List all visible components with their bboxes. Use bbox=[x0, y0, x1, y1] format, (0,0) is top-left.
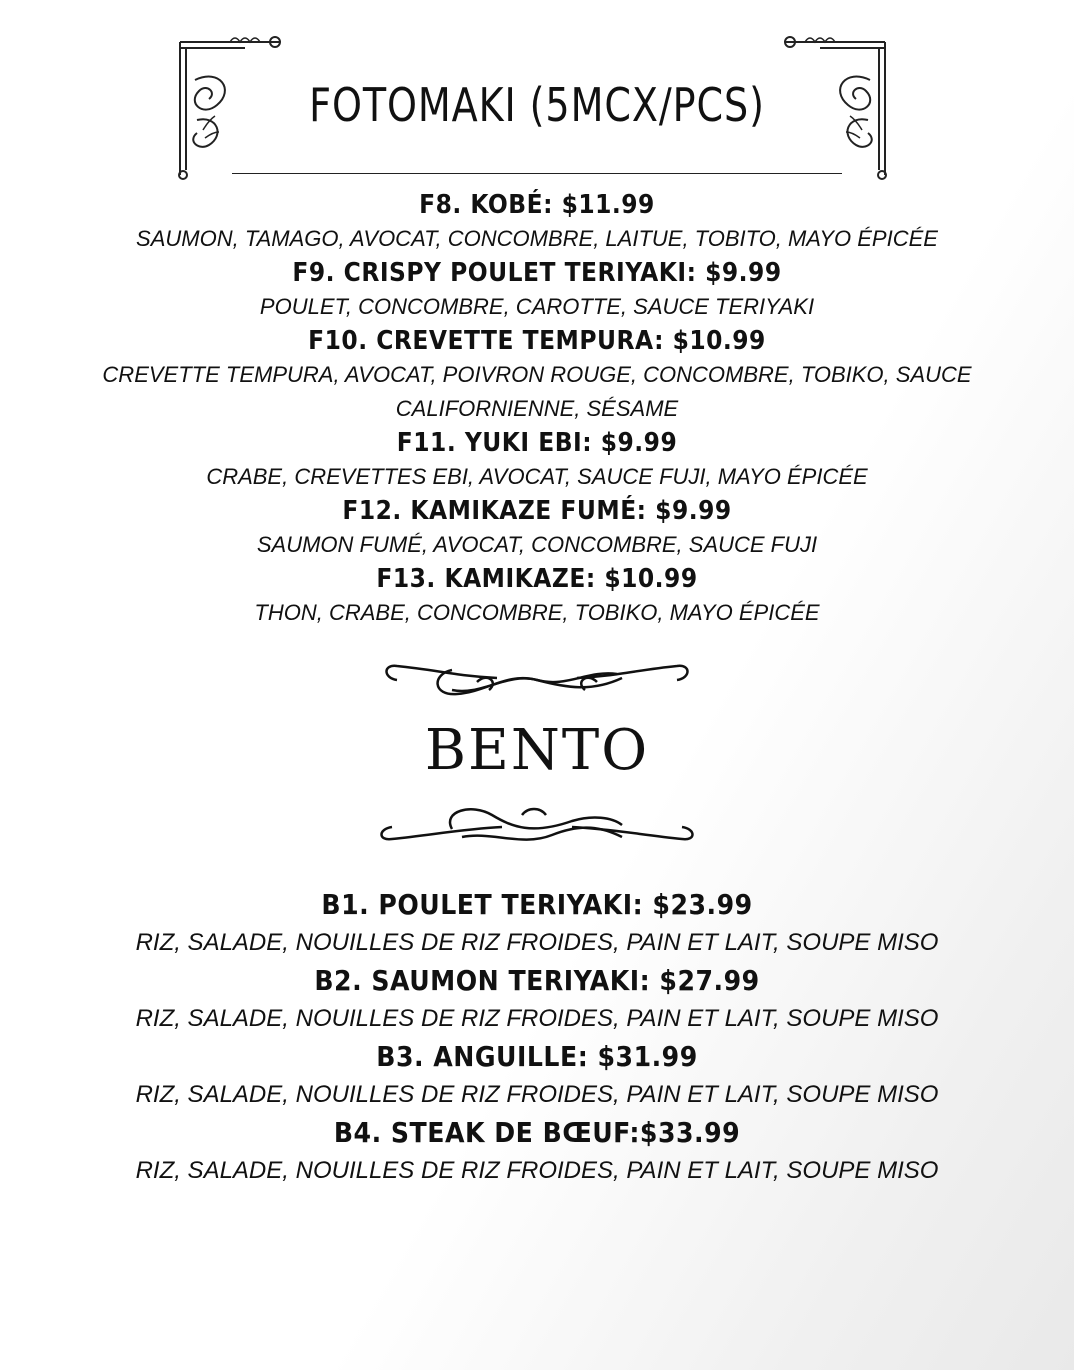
menu-item-name: F12. KAMIKAZE FUMÉ: $9.99 bbox=[342, 496, 732, 526]
menu-item-f9 bbox=[0, 256, 1074, 324]
menu-item-name: B1. POULET TERIYAKI: $23.99 bbox=[321, 888, 753, 921]
menu-item-f11 bbox=[0, 426, 1074, 494]
menu-item-description: POULET, CONCOMBRE, CAROTTE, SAUCE TERIYAKI bbox=[259, 294, 815, 319]
bento-menu-list bbox=[0, 886, 1074, 1190]
menu-item-name: B2. SAUMON TERIYAKI: $27.99 bbox=[314, 964, 760, 997]
menu-item-name: F8. KOBÉ: $11.99 bbox=[419, 190, 655, 220]
menu-item-name: F11. YUKI EBI: $9.99 bbox=[396, 428, 678, 458]
menu-item-name: F13. KAMIKAZE: $10.99 bbox=[376, 564, 698, 594]
menu-item-b3 bbox=[0, 1038, 1074, 1114]
menu-item-description: SAUMON FUMÉ, AVOCAT, CONCOMBRE, SAUCE FUJI bbox=[256, 532, 818, 557]
menu-item-description: SAUMON, TAMAGO, AVOCAT, CONCOMBRE, LAITUE, TOBITO, MAYO ÉPICÉE bbox=[136, 226, 938, 251]
menu-item-name: F10. CREVETTE TEMPURA: $10.99 bbox=[308, 326, 766, 356]
menu-item-b4 bbox=[0, 1114, 1074, 1190]
menu-item-description: RIZ, SALADE, NOUILLES DE RIZ FROIDES, PAIN ET LAIT, SOUPE MISO bbox=[135, 1081, 939, 1108]
menu-item-name: F9. CRISPY POULET TERIYAKI: $9.99 bbox=[292, 258, 782, 288]
menu-item-name: B3. ANGUILLE: $31.99 bbox=[376, 1040, 698, 1073]
page-title: FOTOMAKI (5MCX/PCS) bbox=[309, 78, 765, 132]
menu-item-name: B4. STEAK DE BŒUF:$33.99 bbox=[333, 1116, 741, 1149]
flourish-bottom-icon bbox=[0, 795, 1074, 855]
menu-item-f8 bbox=[0, 188, 1074, 256]
menu-item-f10 bbox=[0, 324, 1074, 426]
menu-item-description: CRABE, CREVETTES EBI, AVOCAT, SAUCE FUJI, MAYO ÉPICÉE bbox=[206, 464, 868, 489]
menu-item-description: THON, CRABE, CONCOMBRE, TOBIKO, MAYO ÉPICÉE bbox=[254, 600, 820, 625]
menu-item-b1 bbox=[0, 886, 1074, 962]
menu-item-f13 bbox=[0, 562, 1074, 630]
header-divider bbox=[232, 173, 842, 174]
fotomaki-menu-list bbox=[0, 188, 1074, 630]
menu-item-f12 bbox=[0, 494, 1074, 562]
menu-item-b2 bbox=[0, 962, 1074, 1038]
section-title-bento: BENTO bbox=[424, 718, 650, 783]
menu-item-description: RIZ, SALADE, NOUILLES DE RIZ FROIDES, PAIN ET LAIT, SOUPE MISO bbox=[135, 1005, 939, 1032]
flourish-top-icon bbox=[0, 650, 1074, 710]
menu-item-description: RIZ, SALADE, NOUILLES DE RIZ FROIDES, PAIN ET LAIT, SOUPE MISO bbox=[135, 929, 939, 956]
menu-item-description: CREVETTE TEMPURA, AVOCAT, POIVRON ROUGE, CONCOMBRE, TOBIKO, SAUCE CALIFORNIENNE, SÉSAME bbox=[102, 362, 972, 421]
menu-item-description: RIZ, SALADE, NOUILLES DE RIZ FROIDES, PAIN ET LAIT, SOUPE MISO bbox=[135, 1157, 939, 1184]
